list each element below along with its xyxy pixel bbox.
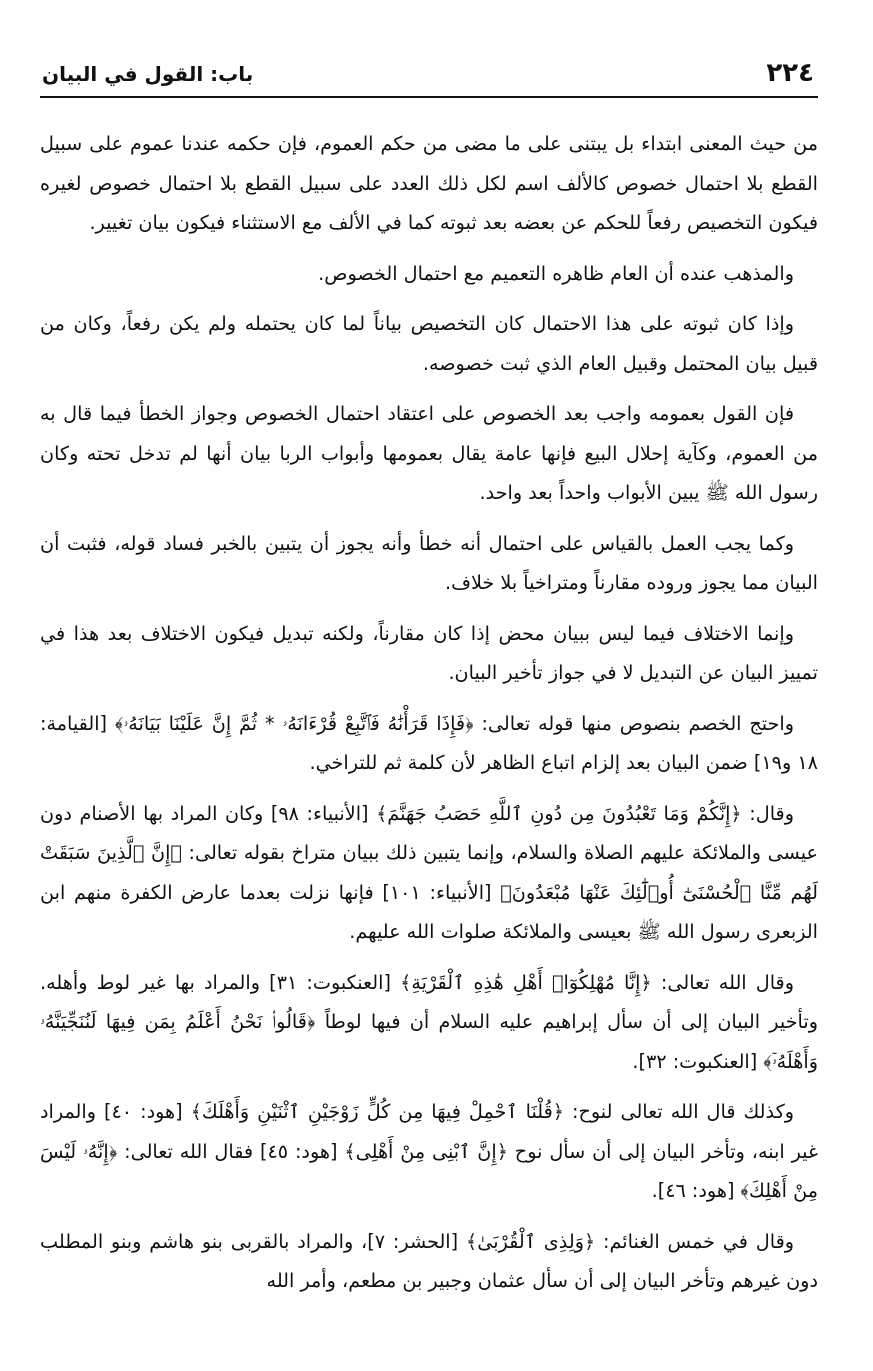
running-title: باب: القول في البيان	[42, 62, 254, 86]
paragraph: من حيث المعنى ابتداء بل يبتنى على ما مضى من حكم العموم، فإن حكمه عندنا عموم على سبيل القطع بلا احتمال خصوص كالألف اسم لكل ذلك العدد على سبيل القطع بلا احتمال خصوص لغيره فيكون التخصيص رفعاً للحكم عن بعضه بعد ثبوته كما في الألف مع الاستثناء فيكون بيان تغيير.	[40, 132, 818, 234]
paragraph: وإنما الاختلاف فيما ليس ببيان محض إذا كان مقارناً، ولكنه تبديل فيكون الاختلاف بعد هذا في تمييز البيان عن التبديل لا في جواز تأخير البيان.	[40, 621, 818, 684]
page-body	[40, 124, 818, 1301]
paragraph: وقال الله تعالى: ﴿إِنَّا مُهْلِكُوٓا۟ أَهْلِ هَٰذِهِ ٱلْقَرْيَةِ﴾ [العنكبوت: ٣١] والمراد بها غير لوط وأهله. وتأخير البيان إلى أن سأل إبراهيم عليه السلام أن فيها لوطاً ﴿قَالُوا۟ نَحْنُ أَعْلَمُ بِمَن فِيهَا لَنُنَجِّيَنَّهُۥ وَأَهْلَهُۥٓ﴾ [العنكبوت: ٣٢].	[40, 970, 818, 1073]
paragraph: وقال في خمس الغنائم: ﴿وَلِذِى ٱلْقُرْبَىٰ﴾ [الحشر: ٧]، والمراد بالقربى بنو هاشم وبنو المطلب دون غيرهم وتأخر البيان إلى أن سأل عثمان وجبير بن مطعم، وأمر الله	[40, 1229, 818, 1292]
paragraph: وكما يجب العمل بالقياس على احتمال أنه خطأ وأنه يجوز أن يتبين بالخبر فساد قوله، فثبت أن البيان مما يجوز وروده مقارناً ومتراخياً بلا خلاف.	[40, 531, 818, 594]
paragraph: وإذا كان ثبوته على هذا الاحتمال كان التخصيص بياناً لما كان يحتمله ولم يكن رفعاً، وكان من قبيل بيان المحتمل وقبيل العام الذي ثبت خصوصه.	[40, 312, 818, 375]
paragraph: فإن القول بعمومه واجب بعد الخصوص على اعتقاد احتمال الخصوص وجواز الخطأ فيما قال به من العموم، وكآية إحلال البيع فإنها عامة يقال بعمومها وأبواب الربا بيان أنها لم تدخل تحته وكان رسول الله ﷺ يبين الأبواب واحداً بعد واحد.	[40, 402, 818, 504]
paragraph: واحتج الخصم بنصوص منها قوله تعالى: ﴿فَإِذَا قَرَأْنَٰهُ فَٱتَّبِعْ قُرْءَانَهُۥ * ثُمَّ إِنَّ عَلَيْنَا بَيَانَهُۥ﴾ [القيامة: ١٨ و١٩] ضمن البيان بعد إلزام اتباع الظاهر لأن كلمة ثم للتراخي.	[40, 711, 818, 774]
page-header	[40, 56, 818, 98]
book-page	[40, 56, 818, 1346]
paragraph: وكذلك قال الله تعالى لنوح: ﴿قُلْنَا ٱحْمِلْ فِيهَا مِن كُلٍّ زَوْجَيْنِ ٱثْنَيْنِ وَأَهْلَكَ﴾ [هود: ٤٠] والمراد غير ابنه، وتأخر البيان إلى أن سأل نوح ﴿إِنَّ ٱبْنِى مِنْ أَهْلِى﴾ [هود: ٤٥] فقال الله تعالى: ﴿إِنَّهُۥ لَيْسَ مِنْ أَهْلِكَ﴾ [هود: ٤٦].	[40, 1100, 818, 1202]
paragraph: وقال: ﴿إِنَّكُمْ وَمَا تَعْبُدُونَ مِن دُونِ ٱللَّهِ حَصَبُ جَهَنَّمَ﴾ [الأنبياء: ٩٨] وكان المراد بها الأصنام دون عيسى والملائكة عليهم الصلاة والسلام، وإنما يتبين ذلك ببيان متراخ بقوله تعالى: ﴿إِنَّ ٱلَّذِينَ سَبَقَتْ لَهُم مِّنَّا ٱلْحُسْنَىٰٓ أُو۟لَٰٓئِكَ عَنْهَا مُبْعَدُونَ﴾ [الأنبياء: ١٠١] فإنها نزلت بعدما عارض الكفرة منهم ابن الزبعرى رسول الله ﷺ بعيسى والملائكة صلوات الله عليهم.	[40, 801, 818, 943]
paragraph: والمذهب عنده أن العام ظاهره التعميم مع احتمال الخصوص.	[318, 261, 794, 285]
page-number: ٢٢٤	[766, 58, 814, 88]
